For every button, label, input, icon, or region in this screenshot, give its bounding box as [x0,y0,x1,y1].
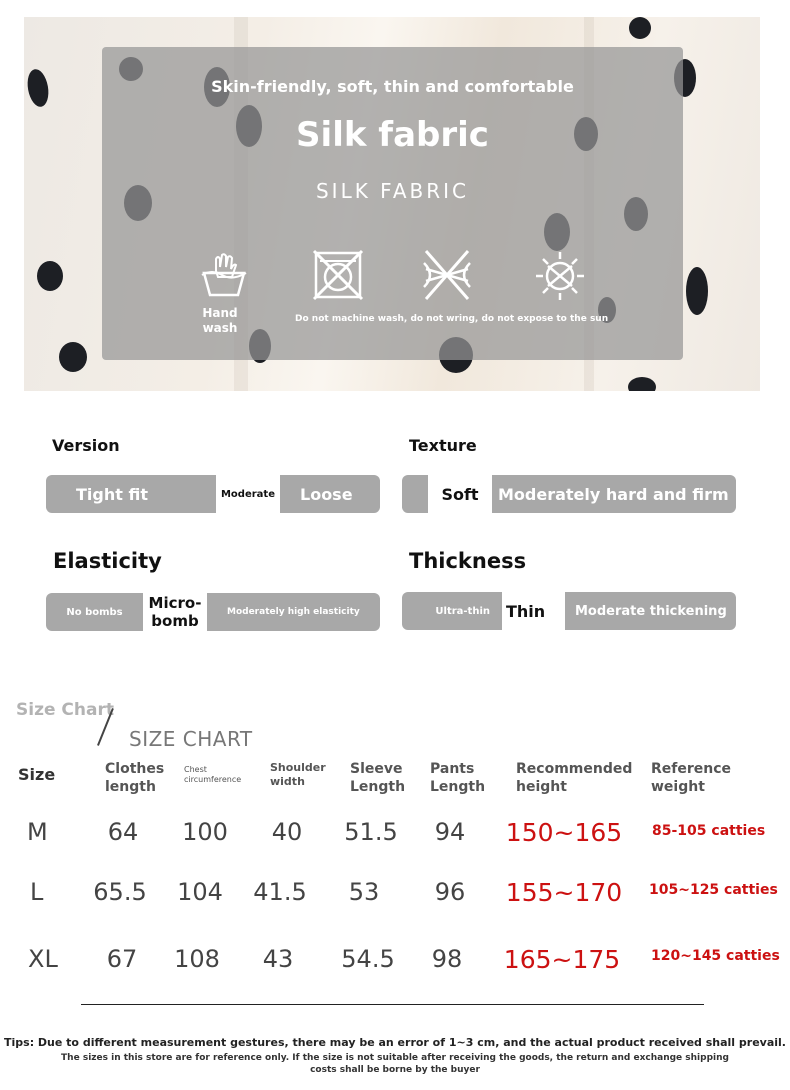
hand-wash-icon [198,253,250,299]
texture-title: Texture [409,436,477,455]
header-clothes-length: Clothes length [105,761,165,795]
tips-text: Tips: Due to different measurement gestures, there may be an error of 1~3 cm, and the actual product received shall prevail. [4,1036,786,1049]
version-option-moderate: Moderate [216,475,280,513]
table-cell-clothes: 64 [107,818,139,846]
size-chart-subtitle: SIZE CHART [129,727,253,751]
elasticity-option-high: Moderately high elasticity [227,607,360,617]
table-cell-weight: 85-105 catties [652,823,766,839]
table-cell-height: 150~165 [505,818,623,847]
thickness-title: Thickness [409,549,527,573]
table-row-size: XL [28,945,58,973]
size-chart-title: Size Chart [16,700,114,720]
table-cell-weight: 120~145 catties [651,948,780,964]
elasticity-option-micro-bomb: Micro- bomb [143,593,207,631]
table-row-size: L [30,878,44,906]
polka-dot [59,342,87,372]
table-cell-shoulder: 40 [271,818,303,846]
table-cell-weight: 105~125 catties [649,882,778,898]
texture-scale [402,475,736,513]
header-shoulder: Shoulder width [270,761,326,788]
table-cell-pants: 94 [434,818,466,846]
elasticity-scale [46,593,380,631]
polka-dot [628,377,656,391]
table-cell-height: 165~175 [503,945,621,974]
hero-tagline: Skin-friendly, soft, thin and comfortable [211,77,574,96]
texture-option-soft: Soft [428,475,492,513]
hero-banner [24,17,760,391]
polka-dot [37,261,63,291]
header-size: Size [18,765,56,784]
polka-dot [686,267,708,315]
header-pants: Pants Length [430,761,486,795]
table-cell-clothes: 67 [106,945,138,973]
table-divider [81,1004,704,1005]
thickness-option-moderate: Moderate thickening [575,603,727,619]
polka-dot [629,17,651,39]
note-line-1: The sizes in this store are for reference only. If the size is not suitable after receiving the goods, the return and exchange shipping [61,1053,729,1063]
polka-dot [25,68,51,109]
version-option-tight-fit: Tight fit [76,484,148,504]
table-cell-chest: 104 [177,878,223,906]
hero-subtitle: SILK FABRIC [315,179,470,203]
table-cell-pants: 98 [431,945,463,973]
table-cell-sleeve: 53 [348,878,380,906]
elasticity-option-no-bombs: No bombs [66,606,123,618]
header-weight: Reference weight [651,761,732,795]
note-line-2: costs shall be borne by the buyer [310,1065,480,1075]
no-wring-icon [420,249,474,301]
table-cell-sleeve: 54.5 [341,945,395,973]
hand-wash-label: Hand wash [202,306,238,335]
version-scale [46,475,380,513]
thickness-scale [402,592,736,630]
elasticity-title: Elasticity [53,549,162,573]
thickness-option-ultra-thin: Ultra-thin [435,605,490,617]
table-cell-sleeve: 51.5 [344,818,398,846]
table-row-size: M [27,818,48,846]
care-note: Do not machine wash, do not wring, do not expose to the sun [295,314,609,324]
table-cell-pants: 96 [434,878,466,906]
no-sun-icon [534,250,586,302]
header-chest: Chest circumference [184,765,242,784]
table-cell-shoulder: 41.5 [253,878,307,906]
table-cell-shoulder: 43 [262,945,294,973]
hero-title: Silk fabric [296,115,489,155]
table-cell-chest: 100 [182,818,228,846]
table-cell-height: 155~170 [505,878,623,907]
version-option-loose: Loose [300,484,353,504]
header-height: Recommended height [516,761,633,795]
hero-info-panel [102,47,683,360]
no-machine-wash-icon [312,249,364,301]
header-sleeve: Sleeve Length [350,761,406,795]
table-cell-clothes: 65.5 [93,878,147,906]
table-cell-chest: 108 [174,945,220,973]
texture-option-hard: Moderately hard and firm [498,484,729,504]
thickness-option-thin: Thin [502,592,565,630]
version-title: Version [52,436,120,455]
